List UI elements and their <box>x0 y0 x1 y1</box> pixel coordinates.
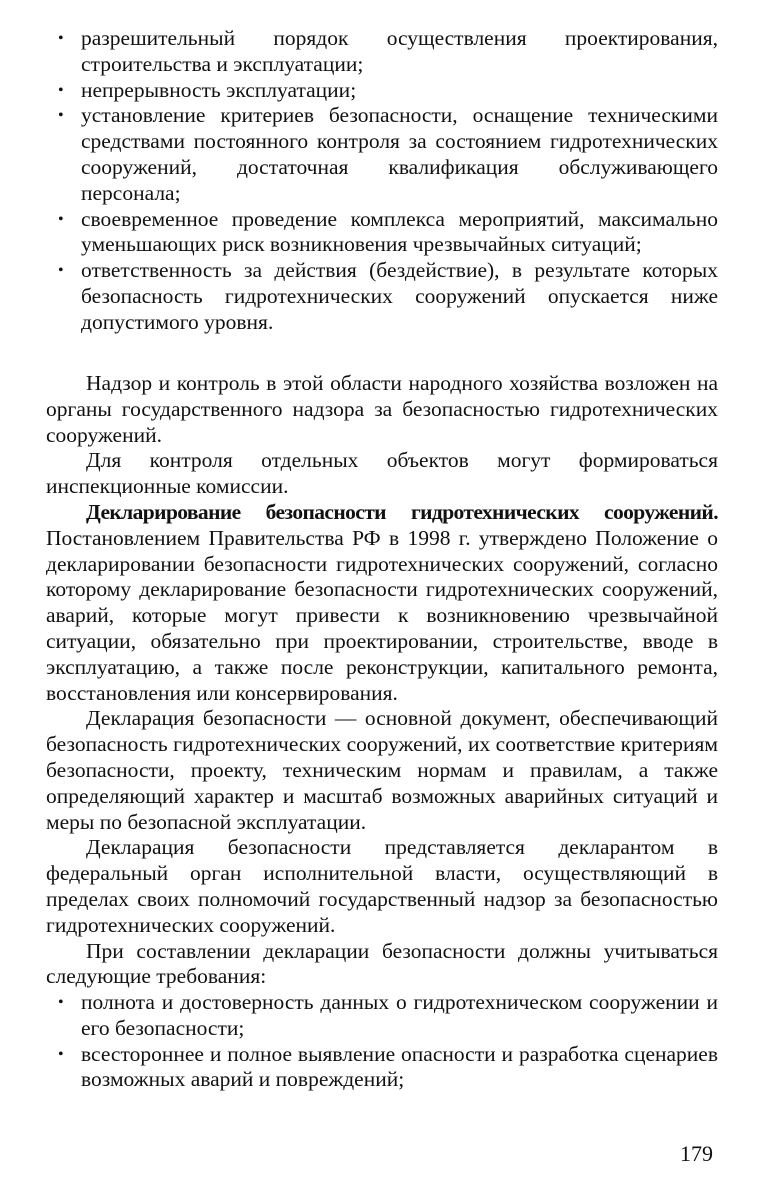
bottom-bullet-list-block <box>46 990 718 1093</box>
paragraph-supervision: Надзор и контроль в этой области народного хозяйства возложен на органы государственного надзора за безопасностью гидротехнических сооружений. <box>46 371 718 447</box>
bottom-bullet-list <box>46 990 718 1093</box>
paragraph-declaration-section <box>46 500 718 706</box>
paragraph-declaration-submission: Декларация безопасности представляется декларантом в федеральный орган исполнительной власти, осуществляющий в пределах своих полномочий государственный надзор за безопасностью гидротехнических сооружений. <box>46 835 718 937</box>
list-item: • непрерывность эксплуатации; <box>46 78 718 104</box>
paragraph-declaration-definition: Декларация безопасности — основной документ, обеспечивающий безопасность гидротехнических сооружений, их соответствие критериям безопасности, проекту, техническим нормам и правилам, а также определяющий характер и масштаб возможных аварийных ситуаций и меры по безопасной эксплуатации. <box>46 706 718 834</box>
paragraph-requirements-intro: При составлении декларации безопасности должны учитываться следующие требования: <box>46 938 718 989</box>
top-bullet-list-block <box>46 26 718 336</box>
list-item: • ответственность за действия (бездействие), в результате которых безопасность гидротехнических сооружений опускается ниже допустимого уровня. <box>46 258 718 335</box>
page-number: 179 <box>680 1141 713 1166</box>
body-text <box>46 371 718 990</box>
paragraph-inspection: Для контроля отдельных объектов могут формироваться инспекционные комиссии. <box>46 448 718 499</box>
list-item: • установление критериев безопасности, оснащение техническими средствами постоянного контроля за состоянием гидротехнических сооружений, достаточная квалификация обслуживающего персонала; <box>46 103 718 206</box>
section-body: Постановлением Правительства РФ в 1998 г. утверждено Положение о декларировании безопасности гидротехнических сооружений, согласно которому декларирование безопасности гидротехнических сооружений, аварий, которые могут привести к возникновению чрезвычайной ситуации, обязательно при проектировании, строительстве, вводе в эксплуатацию, а также после реконструкции, капитального ремонта, восстановления или консервирования. <box>46 525 718 705</box>
section-heading: Декларирование безопасности гидротехнических сооружений. <box>86 499 718 524</box>
top-bullet-list <box>46 26 718 336</box>
list-item: • своевременное проведение комплекса мероприятий, максимально уменьшающих риск возникновения чрезвычайных ситуаций; <box>46 207 718 259</box>
list-item: • разрешительный порядок осуществления проектирования, строительства и эксплуатации; <box>46 26 718 78</box>
list-item: • всестороннее и полное выявление опасности и разработка сценариев возможных аварий и повреждений; <box>46 1042 718 1094</box>
list-item: • полнота и достоверность данных о гидротехническом сооружении и его безопасности; <box>46 990 718 1042</box>
